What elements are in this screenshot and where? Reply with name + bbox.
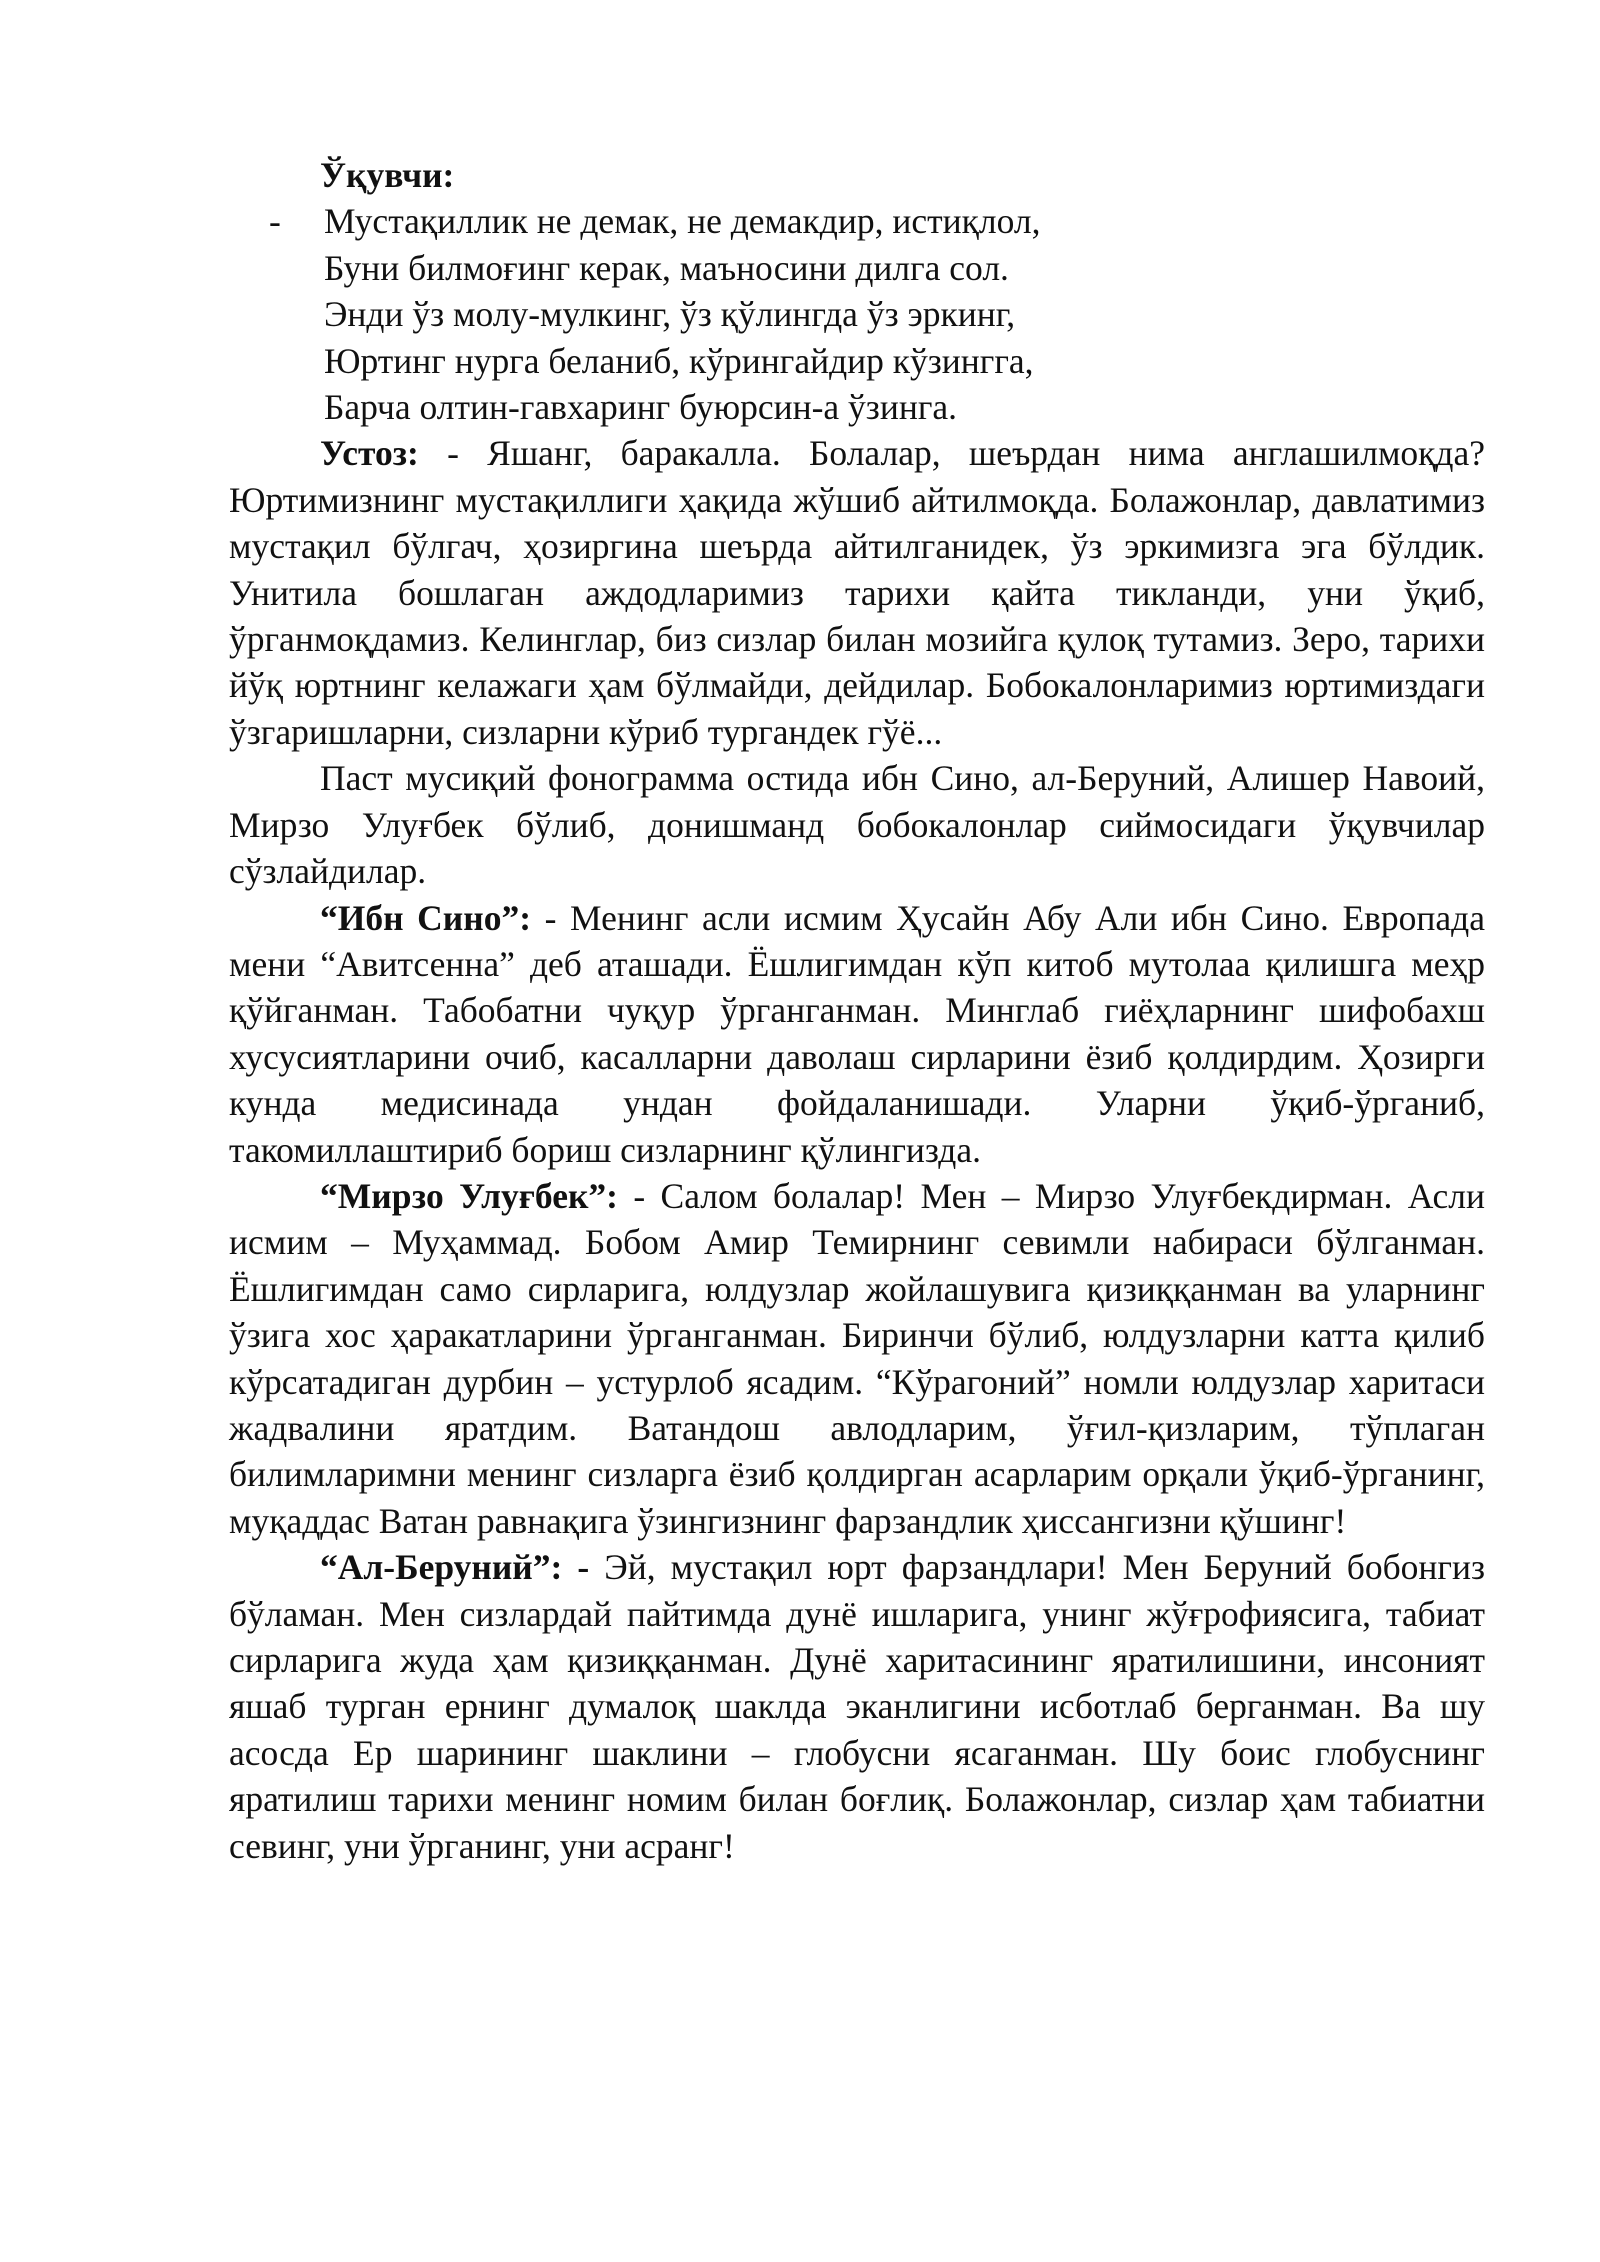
ibn-sino-text: - Менинг асли исмим Ҳусайн Абу Али ибн Сино. Европада мени “Авитсенна” деб аташади. Ёшлигимдан кўп китоб мутолаа қилишга меҳр қўйганман. Табобатни чуқур ўрганганман. Минглаб гиёҳларнинг шифобахш хусусиятларини очиб, касалларни даволаш сирларини ёзиб қолдирдим. Ҳозирги кунда медисинада ундан фойдаланишади. Уларни ўқиб-ўрганиб, такомиллаштириб бориш сизларнинг қўлингизда. xyxy=(229,897,1485,1170)
beruniy-speaker: “Ал-Беруний”: - xyxy=(320,1547,590,1588)
document-page xyxy=(229,152,1485,1869)
poem-line-5: Барча олтин-гавхаринг буюрсин-а ўзинга. xyxy=(324,387,958,428)
teacher-text: - Яшанг, баракалла. Болалар, шеърдан нима англашилмоқда? Юртимизнинг мустақиллиги ҳақида жўшиб айтилмоқда. Болажонлар, давлатимиз мустақил бўлгач, ҳозиргина шеърда айтилганидек, ўз эркимизга эга бўлдик. Унитила бошлаган аждодларимиз тарихи қайта тикланди, уни ўқиб, ўрганмоқдамиз. Келинглар, биз сизлар билан мозийга қулоқ тутамиз. Зеро, тарихи йўқ юртнинг келажаги ҳам бўлмайди, дейдилар. Бобокалонларимиз юртимиздаги ўзгаришларни, сизларни кўриб тургандек гўё... xyxy=(229,433,1485,752)
beruniy-text: Эй, мустақил юрт фарзандлари! Мен Беруний бобонгиз бўламан. Мен сизлардай пайтимда дунё ишларига, унинг жўғрофиясига, табиат сирларига жуда ҳам қизиққанман. Дунё харитасининг яратилишини, инсоният яшаб турган ернинг думалоқ шаклда эканлигини исботлаб берганман. Ва шу асосда Ер шарининг шаклини – глобусни ясаганман. Шу боис глобуснинг яратилиш тарихи менинг номим билан боғлиқ. Болажонлар, сизлар ҳам табиатни севинг, уни ўрганинг, уни асранг! xyxy=(229,1547,1485,1866)
poem-line-1: Мустақиллик не демак, не демакдир, истиқлол, xyxy=(324,201,1041,242)
speaker-student-heading: Ўқувчи: xyxy=(320,155,455,195)
teacher-paragraph xyxy=(229,430,1485,755)
ibn-sino-speaker: “Ибн Сино”: xyxy=(320,897,532,938)
ulugbek-speaker: “Мирзо Улуғбек”: xyxy=(320,1175,618,1216)
poem-line-4: Юртинг нурга беланиб, кўрингайдир кўзингга, xyxy=(324,340,1034,381)
poem-dash: - xyxy=(269,201,281,242)
ibn-sino-paragraph xyxy=(229,895,1485,1173)
beruniy-paragraph xyxy=(229,1544,1485,1869)
narration-paragraph: Паст мусиқий фонограмма остида ибн Сино, ал-Беруний, Алишер Навоий, Мирзо Улуғбек бўлиб, донишманд бобокалонлар сиймосидаги ўқувчилар сўзлайдилар. xyxy=(229,758,1485,892)
ulugbek-text: - Салом болалар! Мен – Мирзо Улуғбекдирман. Асли исмим – Муҳаммад. Бобом Амир Темирнинг севимли набираси бўлганман. Ёшлигимдан само сирларига, юлдузлар жойлашувига қизиққанман ва уларнинг ўзига хос ҳаракатларини ўрганганман. Биринчи бўлиб, юлдузларни катта қилиб кўрсатадиган дурбин – устурлоб ясадим. “Кўрагоний” номли юлдузлар харитаси жадвалини яратдим. Ватандош авлодларим, ўғил-қизларим, тўплаган билимларимни менинг сизларга ёзиб қолдирган асарларим орқали ўқиб-ўрганинг, муқаддас Ватан равнақига ўзингизнинг фарзандлик ҳиссангизни қўшинг! xyxy=(229,1175,1485,1541)
ulugbek-paragraph xyxy=(229,1173,1485,1544)
poem-line-3: Энди ўз молу-мулкинг, ўз қўлингда ўз эркинг, xyxy=(324,294,1016,335)
teacher-speaker: Устоз: xyxy=(320,433,419,474)
poem-line-2: Буни билмоғинг керак, маъносини дилга сол. xyxy=(324,247,1009,288)
poem-block xyxy=(229,198,1485,430)
